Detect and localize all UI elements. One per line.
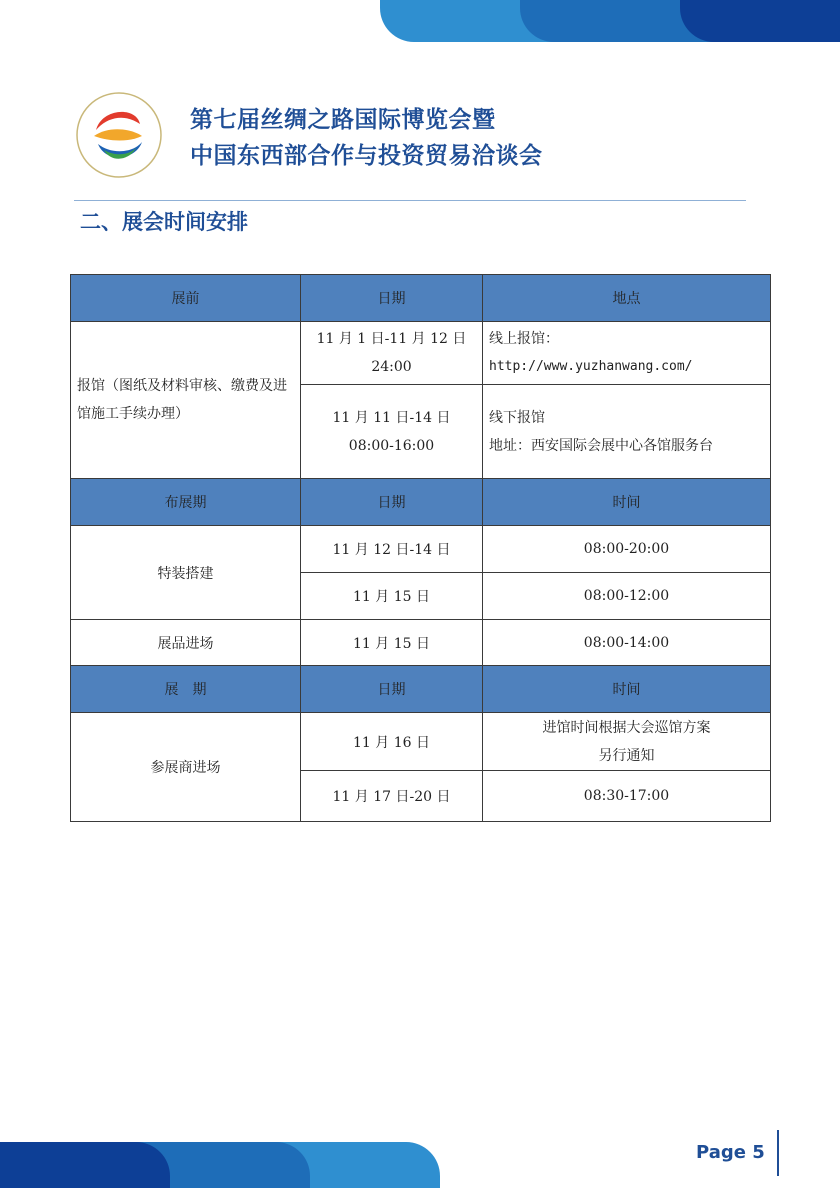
stage-cell: 展品进场 xyxy=(71,620,301,666)
title-line-1: 第七届丝绸之路国际博览会暨 xyxy=(190,107,496,133)
header-cell: 布展期 xyxy=(71,479,301,526)
time-cell xyxy=(483,713,771,771)
place-cell xyxy=(483,385,771,479)
place-line: 线下报馆 xyxy=(489,409,545,426)
date-line: 11 月 11 日-14 日 xyxy=(332,409,451,426)
bottom-decorative-band xyxy=(0,1142,440,1188)
time-line: 进馆时间根据大会巡馆方案 xyxy=(542,719,711,736)
header-cell: 时间 xyxy=(483,479,771,526)
table-row xyxy=(71,322,771,385)
stage-cell: 报馆（图纸及材料审核、缴费及进馆施工手续办理） xyxy=(71,322,301,479)
time-line: 另行通知 xyxy=(598,747,655,764)
schedule-table xyxy=(70,274,771,822)
header-cell: 展前 xyxy=(71,275,301,322)
place-line: 地址：西安国际会展中心各馆服务台 xyxy=(489,437,713,454)
date-line: 08:00-16:00 xyxy=(348,437,435,454)
registration-url[interactable]: http://www.yuzhanwang.com/ xyxy=(489,359,693,374)
date-cell: 11 月 16 日 xyxy=(301,713,483,771)
header-cell: 展 期 xyxy=(71,666,301,713)
date-line: 11 月 1 日-11 月 12 日 xyxy=(316,331,467,347)
date-cell xyxy=(301,385,483,479)
table-header-row xyxy=(71,275,771,322)
top-decorative-band xyxy=(380,0,840,42)
section-heading: 二、展会时间安排 xyxy=(80,210,248,234)
header-cell: 地点 xyxy=(483,275,771,322)
date-line: 24:00 xyxy=(371,359,412,375)
time-cell: 08:30-17:00 xyxy=(483,771,771,822)
table-header-row xyxy=(71,479,771,526)
time-cell: 08:00-14:00 xyxy=(483,620,771,666)
stage-cell: 特装搭建 xyxy=(71,526,301,620)
expo-logo xyxy=(74,90,164,180)
date-cell xyxy=(301,322,483,385)
time-cell: 08:00-20:00 xyxy=(483,526,771,573)
table-row xyxy=(71,713,771,771)
date-cell: 11 月 15 日 xyxy=(301,573,483,620)
header-cell: 日期 xyxy=(301,275,483,322)
header-divider xyxy=(74,200,746,201)
date-cell: 11 月 12 日-14 日 xyxy=(301,526,483,573)
title-line-2: 中国东西部合作与投资贸易洽谈会 xyxy=(190,143,543,169)
header-cell: 时间 xyxy=(483,666,771,713)
header-cell: 日期 xyxy=(301,666,483,713)
place-cell xyxy=(483,322,771,385)
header-cell: 日期 xyxy=(301,479,483,526)
page-number-divider xyxy=(777,1130,779,1176)
table-row xyxy=(71,526,771,573)
table-header-row xyxy=(71,666,771,713)
date-cell: 11 月 15 日 xyxy=(301,620,483,666)
table-row xyxy=(71,620,771,666)
expo-title xyxy=(190,102,543,174)
date-cell: 11 月 17 日-20 日 xyxy=(301,771,483,822)
place-line: 线上报馆： xyxy=(489,331,559,347)
time-cell: 08:00-12:00 xyxy=(483,573,771,620)
stage-cell: 参展商进场 xyxy=(71,713,301,822)
page-number: Page 5 xyxy=(696,1142,765,1163)
